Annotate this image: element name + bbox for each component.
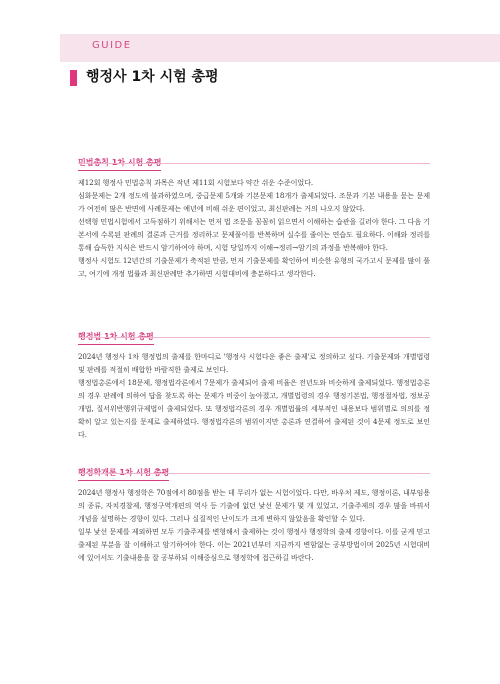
paragraph: 행정사 시험도 12년간의 기출문제가 축적된 만큼, 먼저 기출문제를 확인하여 비슷한 유형의 국가고시 문제를 많이 풀고, 여기에 개정 법률과 최신판례만 추가하면 시험대비에 충분하다고 생각한다. [78,256,430,278]
title-accent-bar [70,70,77,86]
section-divider [78,473,430,474]
paragraph: 2024년 행정사 1차 행정법의 출제를 한마디로 '행정사 시험다운 좋은 출제'로 정의하고 싶다. 기출문제와 개별법령 및 판례를 적절히 배합한 바람직한 출제로 보인다. [78,352,430,374]
section-divider [78,163,430,164]
section-civil-law [78,150,430,280]
section-heading: 민법총칙 1차 시험 총평 [78,157,161,171]
paragraph: 2024년 행정사 행정학은 70점에서 80점을 받는 데 무리가 없는 시험이었다. 다만, 바우처 제도, 행정이론, 내부임용의 종류, 자치경찰제, 행정구역개편의 역사 등 기출에 없던 낯선 문제가 몇 개 있었고, 기출주제의 경우 많을 바꿔서 개념을 설명하는 경향이 있다. 그러나 실질적인 난이도가 크게 변하지 않았음을 확인할 수 있다. [78,488,430,523]
paragraph: 행정법총론에서 18문제, 행정법각론에서 7문제가 출제되어 출제 비율은 전년도와 비슷하게 출제되었다. 행정법총론의 경우 판례에 의하여 답을 찾도록 하는 문제가 비중이 높아졌고, 개별법령의 경우 행정기본법, 행정절차법, 정보공개법, 질서위반행위규제법이 출제되었다. 또 행정법각론의 경우 개별법률의 세부적인 내용보다 범위별로 의의를 정확히 알고 있는지를 문제로 출제하였다. 행정법각론의 범위이지만 총론과 연결하여 출제된 것이 4문제 정도로 보인다. [78,378,430,439]
page-title: 행정사 1차 시험 총평 [86,69,219,85]
section-divider [78,337,430,338]
guide-label: GUIDE [92,40,132,51]
paragraph: 선택형 민법시험에서 고득점하기 위해서는 먼저 법 조문을 꼼꼼히 읽으면서 이해하는 습관을 길러야 한다. 그 다음 기본서에 수록된 판례의 결론과 근거를 정리하고 문제풀이를 반복하며 실수를 줄이는 연습도 필요하다. 이해와 정리를 통해 습득한 지식은 반드시 암기하여야 하며, 시험 당일까지 이해→정리→암기의 과정을 반복해야 한다. [78,217,430,252]
section-administrative-law [78,324,430,441]
paragraph: 일부 낯선 문제를 제외하면 모두 기출주제를 변형해서 출제하는 것이 행정사 행정학의 출제 경향이다. 이를 굳게 믿고 출제된 부분을 잘 이해하고 암기하여야 한다. 이는 2021년부터 지금까지 변함없는 공부방법이며 2025년 시험대비에 있어서도 기출내용을 잘 공부하되 이해중심으로 행정학에 접근하길 바란다. [78,527,430,562]
section-heading: 행정법 1차 시험 총평 [78,331,154,345]
paragraph: 제12회 행정사 민법총칙 과목은 작년 제11회 시험보다 약간 쉬운 수준이었다. [78,178,314,187]
section-public-administration [78,460,430,564]
paragraph: 심화문제는 2개 정도에 불과하였으며, 중급문제 5개와 기본문제 18개가 출제되었다. 조문과 기본 내용을 묻는 문제가 여전히 많은 반면에 사례문제는 예년에 비해 쉬운 편이었고, 최신판례는 거의 나오지 않았다. [78,191,430,213]
section-heading: 행정학개론 1차 시험 총평 [78,467,169,481]
